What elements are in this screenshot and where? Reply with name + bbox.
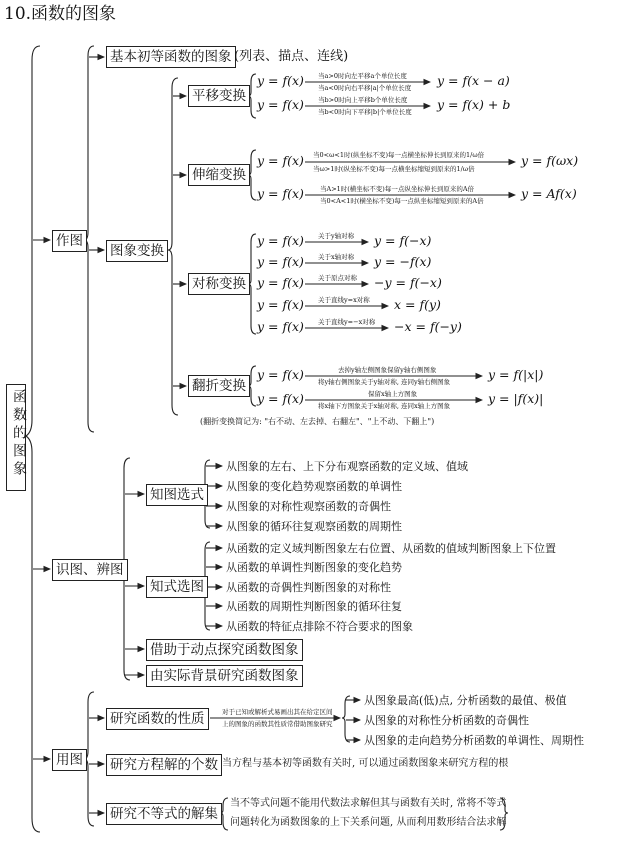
- zhishi-item-3: 从函数的奇偶性判断图象的对称性: [226, 581, 391, 594]
- symmetry-lhs-3: y = f(x): [257, 275, 304, 290]
- node-stretch: 伸缩变换: [188, 164, 250, 186]
- stretch-cond-2a: 当A>1时(横坐标不变)每一点纵坐标伸长到原来的A倍: [320, 185, 475, 193]
- symmetry-cond-1: 关于y轴对称: [318, 232, 355, 240]
- translate-rhs-2: y = f(x) + b: [437, 97, 511, 112]
- flip-rhs-1: y = f(|x|): [488, 367, 544, 382]
- basic-graphs-note: (列表、描点、连线): [234, 49, 349, 64]
- symmetry-rhs-1: y = f(−x): [374, 233, 432, 248]
- symmetry-rhs-3: −y = f(−x): [374, 275, 442, 290]
- node-zuotu: 作图: [52, 230, 87, 252]
- zhitu-item-4: 从图象的循环往复观察函数的周期性: [226, 520, 402, 533]
- symmetry-lhs-4: y = f(x): [257, 297, 304, 312]
- flip-cond-1b: 将y轴右侧图象关于y轴对称, 连同y轴右侧图象: [318, 378, 451, 386]
- zhitu-item-3: 从图象的对称性观察函数的奇偶性: [226, 500, 391, 513]
- node-translate: 平移变换: [188, 85, 250, 107]
- symmetry-rhs-2: y = −f(x): [374, 254, 432, 269]
- stretch-rhs-1: y = f(ωx): [521, 153, 579, 168]
- translate-cond-2a: 当b>0时向上平移b个单位长度: [318, 96, 408, 104]
- root-label: 函数的图象: [11, 389, 27, 479]
- symmetry-lhs-1: y = f(x): [257, 233, 304, 248]
- flip-cond-2a: 保留x轴上方图象: [368, 390, 418, 398]
- translate-rhs-1: y = f(x − a): [437, 73, 510, 88]
- symmetry-lhs-2: y = f(x): [257, 254, 304, 269]
- zhishi-item-2: 从函数的单调性判断图象的变化趋势: [226, 561, 402, 574]
- node-fangcheng: 研究方程解的个数: [106, 754, 222, 776]
- stretch-cond-1a: 当0<ω<1时(纵坐标不变)每一点横坐标伸长到原来的1/ω倍: [313, 151, 485, 159]
- symmetry-cond-3: 关于原点对称: [318, 274, 357, 282]
- xingzhi-cond-a: 对于已知或解析式易画出其在给定区间: [222, 708, 333, 716]
- zhitu-item-2: 从图象的变化趋势观察函数的单调性: [226, 480, 402, 493]
- node-xingzhi: 研究函数的性质: [106, 708, 209, 730]
- stretch-cond-1b: 当ω>1时(纵坐标不变)每一点横坐标缩短到原来的1/ω倍: [313, 165, 475, 173]
- stretch-lhs-2: y = f(x): [257, 186, 304, 201]
- symmetry-cond-4: 关于直线y=x对称: [318, 296, 370, 304]
- zhitu-item-1: 从图象的左右、上下分布观察函数的定义域、值域: [226, 460, 468, 473]
- node-budengshi: 研究不等式的解集: [106, 803, 222, 825]
- xingzhi-item-1: 从图象最高(低)点, 分析函数的最值、极值: [364, 694, 567, 707]
- budengshi-line-1: 当不等式问题不能用代数法求解但其与函数有关时, 常将不等式: [230, 798, 507, 809]
- node-shitu: 识图、辨图: [52, 559, 128, 581]
- flip-rhs-2: y = |f(x)|: [488, 391, 544, 406]
- node-beijing: 由实际背景研究函数图象: [146, 665, 303, 687]
- zhishi-item-4: 从函数的周期性判断图象的循环往复: [226, 600, 402, 613]
- xingzhi-item-2: 从图象的对称性分析函数的奇偶性: [364, 714, 529, 727]
- translate-lhs-1: y = f(x): [257, 73, 304, 88]
- node-yongtu: 用图: [52, 749, 87, 771]
- fangcheng-text: 当方程与基本初等函数有关时, 可以通过函数图象来研究方程的根: [222, 758, 509, 769]
- stretch-cond-2b: 当0<A<1时(横坐标不变)每一点纵坐标缩短到原来的A倍: [320, 197, 484, 205]
- node-zhitu: 知图选式: [146, 484, 208, 506]
- node-zhishi: 知式选图: [146, 576, 208, 598]
- node-transform: 图象变换: [106, 240, 168, 262]
- flip-cond-2b: 将x轴下方图象关于x轴对称, 连同x轴上方图象: [318, 402, 451, 410]
- translate-cond-1b: 当a<0时向右平移|a|个单位长度: [318, 84, 412, 92]
- translate-cond-2b: 当b<0时向下平移|b|个单位长度: [318, 108, 412, 116]
- translate-lhs-2: y = f(x): [257, 97, 304, 112]
- xingzhi-item-3: 从图象的走向趋势分析函数的单调性、周期性: [364, 734, 584, 747]
- flip-lhs-1: y = f(x): [257, 367, 304, 382]
- zhishi-item-1: 从函数的定义域判断图象左右位置、从函数的值域判断图象上下位置: [226, 542, 556, 555]
- node-flip: 翻折变换: [188, 375, 250, 397]
- xingzhi-cond-b: 上的图象的函数其性质常借助图象研究: [222, 720, 333, 728]
- symmetry-lhs-5: y = f(x): [257, 319, 304, 334]
- budengshi-line-2: 问题转化为函数图象的上下关系问题, 从而利用数形结合法求解: [230, 817, 507, 828]
- symmetry-cond-5: 关于直线y=−x对称: [318, 318, 376, 326]
- node-dongdian: 借助于动点探究函数图象: [146, 639, 303, 661]
- stretch-lhs-1: y = f(x): [257, 153, 304, 168]
- flip-cond-1a: 去掉y轴左侧图象保留y轴右侧图象: [338, 366, 437, 374]
- translate-cond-1a: 当a>0时向左平移a个单位长度: [318, 72, 407, 80]
- node-basic-graphs: 基本初等函数的图象: [106, 46, 236, 68]
- flip-lhs-2: y = f(x): [257, 391, 304, 406]
- root-node: [6, 384, 26, 491]
- flip-note: (翻折变换简记为: "右不动、左去掉、右翻左"、"上不动、下翻上"): [200, 417, 435, 426]
- symmetry-rhs-4: x = f(y): [394, 297, 441, 312]
- page-title: 10.函数的图象: [4, 4, 117, 24]
- stretch-rhs-2: y = Af(x): [521, 186, 577, 201]
- node-symmetry: 对称变换: [188, 273, 250, 295]
- symmetry-rhs-5: −x = f(−y): [394, 319, 462, 334]
- zhishi-item-5: 从函数的特征点排除不符合要求的图象: [226, 620, 413, 633]
- symmetry-cond-2: 关于x轴对称: [318, 253, 355, 261]
